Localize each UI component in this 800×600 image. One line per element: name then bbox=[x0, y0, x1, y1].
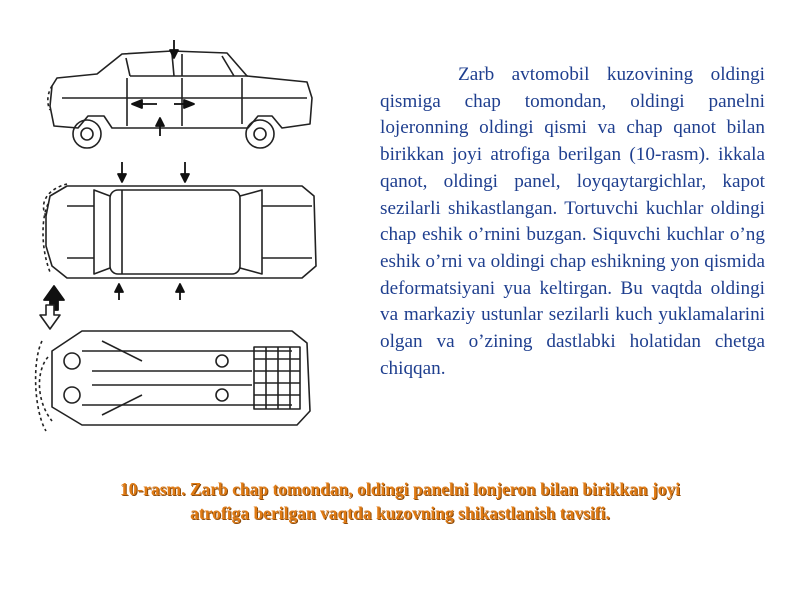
side-view bbox=[48, 40, 312, 148]
body-paragraph bbox=[380, 62, 765, 382]
caption-line-2: atrofiga berilgan vaqtda kuzovning shikastlanish tavsifi. bbox=[190, 503, 610, 523]
figure-caption bbox=[40, 477, 760, 525]
damage-diagram bbox=[22, 36, 322, 436]
underbody-view bbox=[36, 305, 310, 431]
paragraph-text: Zarb avtomobil kuzovining oldingi qismiga chap tomondan, oldingi panelni lojeronning oldingi qismi va chap qanot bilan birikkan joyi atrofiga berilgan (10-rasm). ikkala qanot, oldingi panel, loyqaytargichlar, kapot sezilarli shikastlangan. Tortuvchi kuchlar oldingi chap eshik o’rnini buzgan. Siquvchi kuchlar o’ng eshik o’rni va oldingi chap eshikning yon qismida deformatsiyani yua keltirgan. Bu vaqtda oldingi va markaziy ustunlar sezilarli kuch yuklamalarini olgan va o’zining dastlabki holatidan chetga chiqqan. bbox=[380, 64, 765, 379]
caption-line-1: 10-rasm. Zarb chap tomondan, oldingi panelni lonjeron bilan birikkan joyi bbox=[119, 479, 681, 499]
car-views-drawing bbox=[22, 36, 322, 436]
top-view bbox=[43, 162, 316, 310]
